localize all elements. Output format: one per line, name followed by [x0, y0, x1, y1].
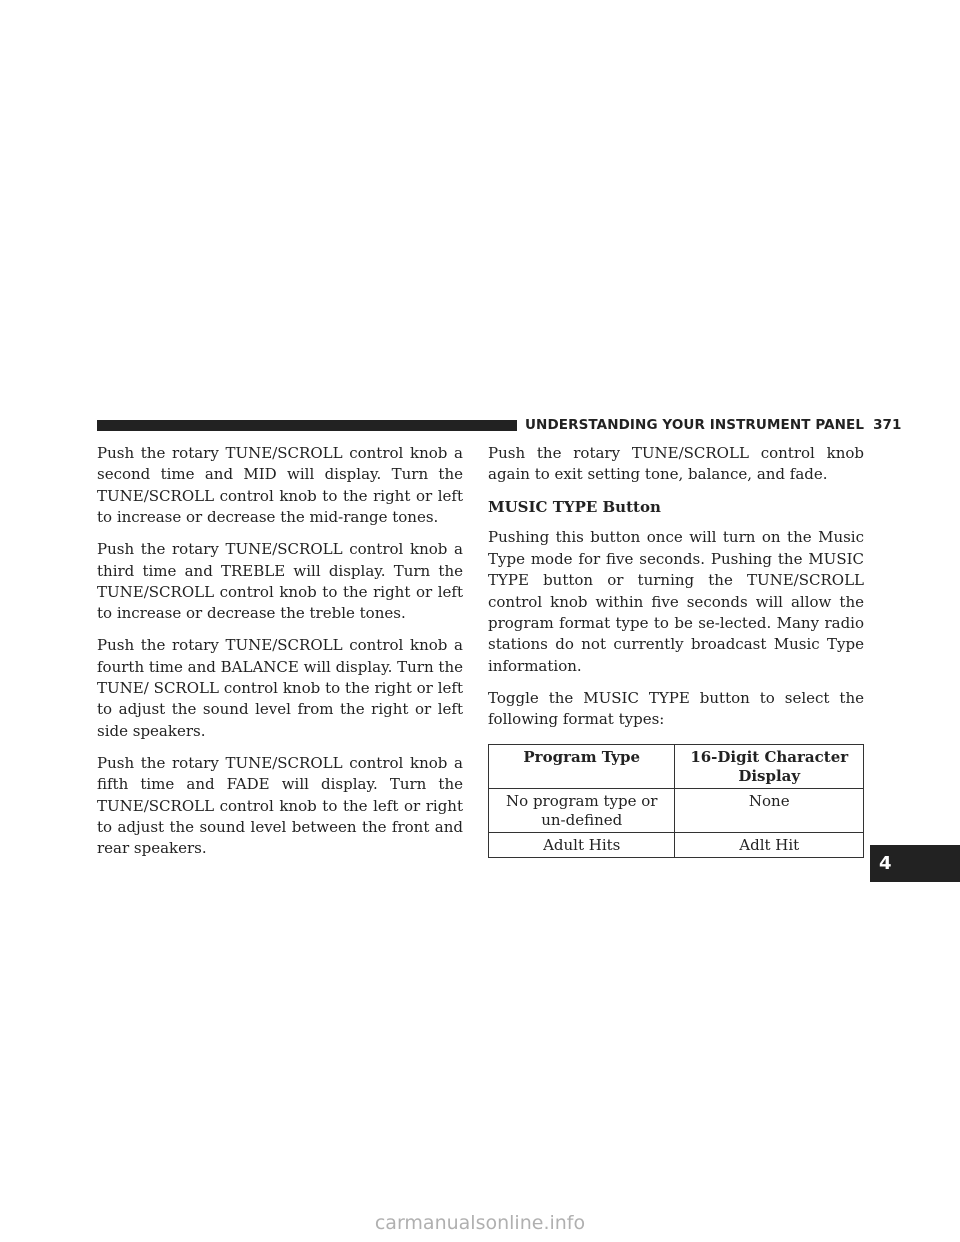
table-cell: Adlt Hit	[675, 833, 864, 858]
section-title: UNDERSTANDING YOUR INSTRUMENT PANEL	[525, 417, 865, 433]
table-row	[489, 789, 864, 833]
paragraph: Push the rotary TUNE/SCROLL control knob a second time and MID will display. Turn the TUNE/SCROLL control knob to the right or left to increase or decrease the mid-range tones.	[97, 444, 463, 527]
paragraph: Push the rotary TUNE/SCROLL control knob a third time and TREBLE will display. Turn the TUNE/SCROLL control knob to the right or left to increase or decrease the treble tones.	[97, 540, 463, 623]
watermark: carmanualsonline.info	[374, 1212, 586, 1234]
paragraph: Pushing this button once will turn on the Music Type mode for five seconds. Pushing the MUSIC TYPE button or turning the TUNE/SCROLL control knob within five seconds will allow the program format type to be se-lected. Many radio stations do not currently broadcast Music Type information.	[488, 528, 864, 675]
table-cell: None	[675, 789, 864, 833]
chapter-tab: 4	[870, 845, 960, 882]
table-header-row	[489, 745, 864, 789]
column-header: Program Type	[489, 745, 675, 789]
paragraph: Push the rotary TUNE/SCROLL control knob again to exit setting tone, balance, and fade.	[488, 444, 864, 484]
table-cell: Adult Hits	[489, 833, 675, 858]
section-heading: MUSIC TYPE Button	[488, 498, 661, 517]
paragraph: Toggle the MUSIC TYPE button to select the following format types:	[488, 688, 864, 729]
column-header: 16-Digit Character Display	[675, 745, 864, 789]
page-number: 371	[873, 417, 902, 433]
program-type-table	[488, 744, 864, 858]
left-column	[97, 443, 463, 870]
paragraph: Push the rotary TUNE/SCROLL control knob a fourth time and BALANCE will display. Turn the TUNE/ SCROLL control knob to the right or left to adjust the sound level from the right or left side speakers.	[97, 636, 463, 740]
table-cell: No program type or un-defined	[489, 789, 675, 833]
paragraph: Push the rotary TUNE/SCROLL control knob a fifth time and FADE will display. Turn the TUNE/SCROLL control knob to the left or right to adjust the sound level between the front and rear speakers.	[97, 753, 463, 858]
header-rule	[97, 420, 517, 431]
running-header	[525, 414, 902, 436]
table-row	[489, 833, 864, 858]
right-column	[488, 443, 864, 858]
